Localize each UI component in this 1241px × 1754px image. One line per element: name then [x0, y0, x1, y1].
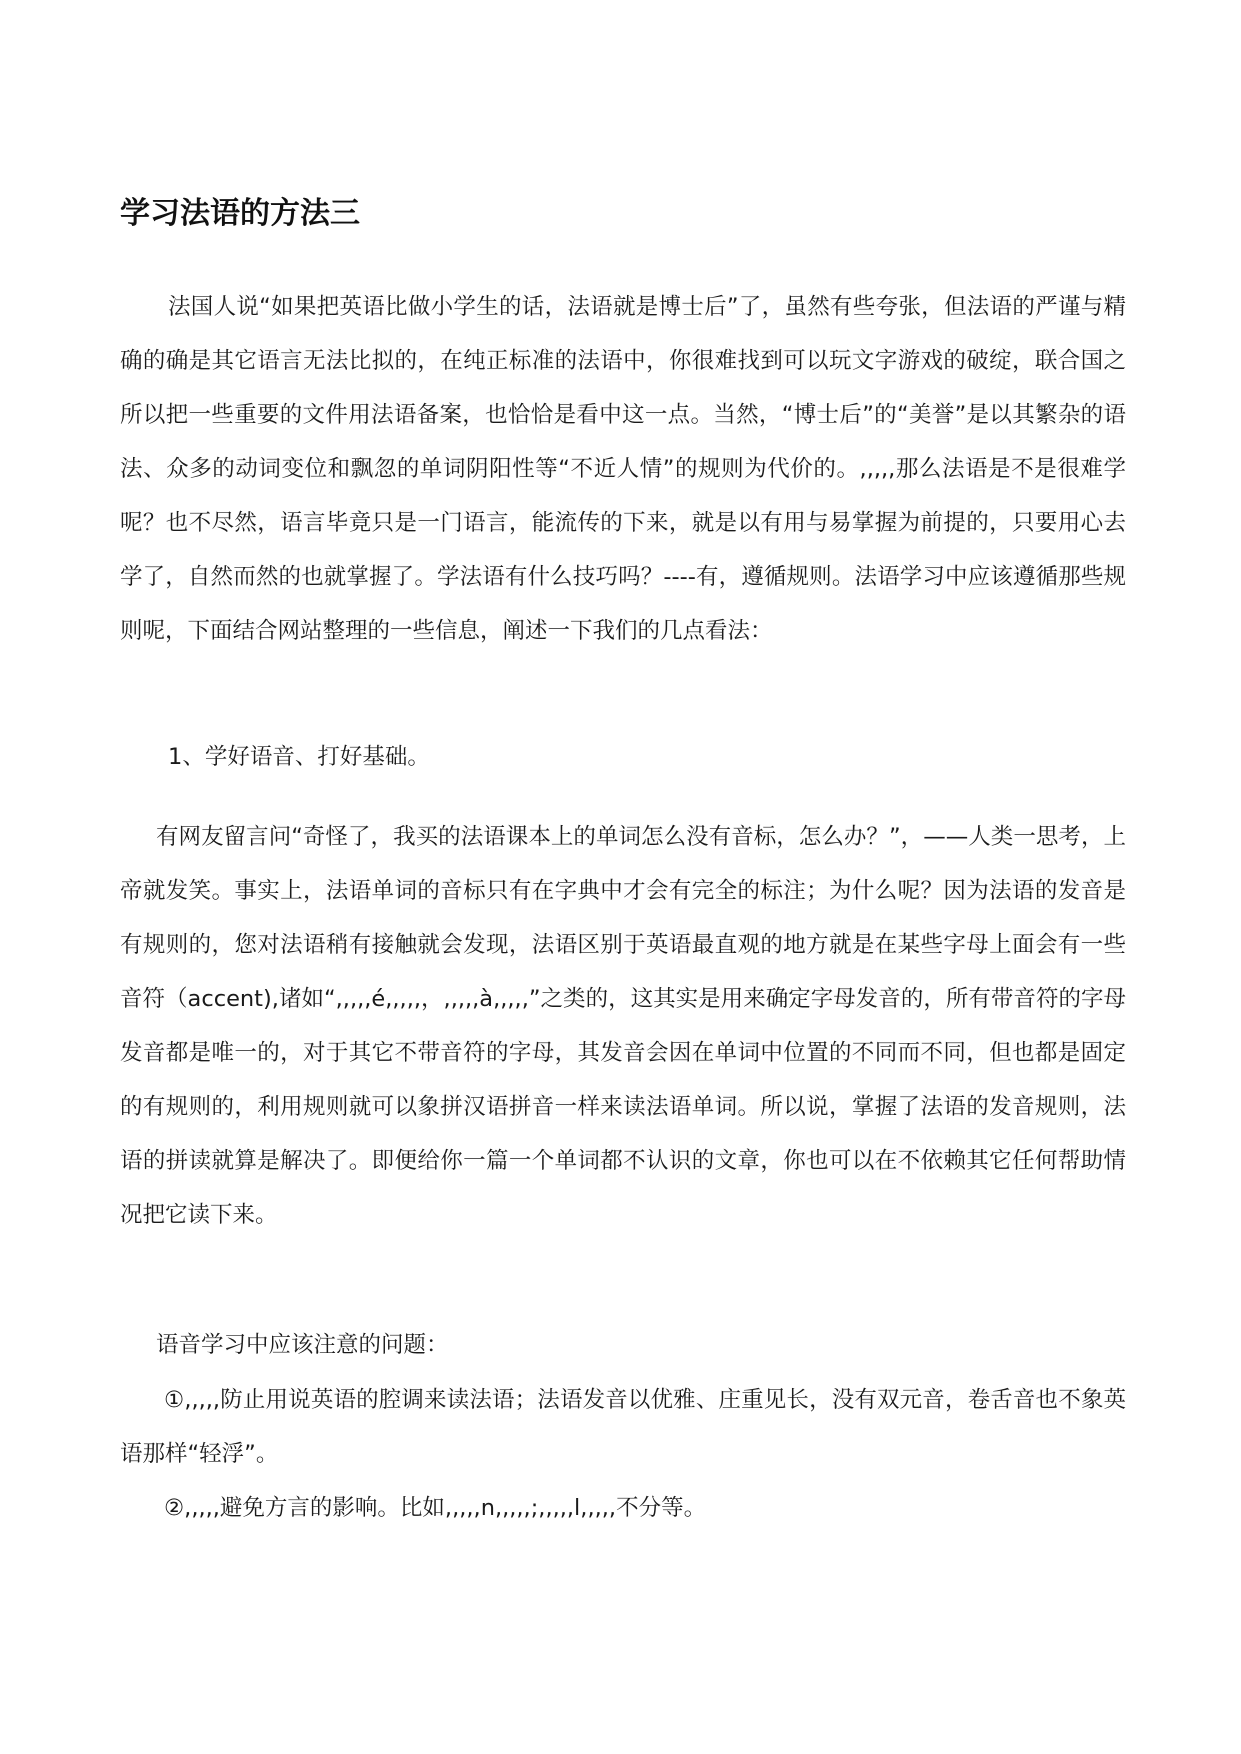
notes-heading: 语音学习中应该注意的问题：	[156, 1332, 449, 1358]
rule-item-2: ②,,,,,避免方言的影响。比如,,,,,n,,,,,;,,,,,l,,,,,不分等。	[164, 1495, 707, 1521]
intro-paragraph: 法国人说“如果把英语比做小学生的话，法语就是博士后”了，虽然有些夸张，但法语的严谨与精确的确是其它语言无法比拟的，在纯正标准的法语中，你很难找到可以玩文字游戏的破绽，联合国之所以把一些重要的文件用法语备案，也恰恰是看中这一点。当然，“博士后”的“美誉”是以其繁杂的语法、众多的动词变位和飘忽的单词阴阳性等“不近人情”的规则为代价的。,,,,,那么法语是不是很难学呢？也不尽然，语言毕竟只是一门语言，能流传的下来，就是以有用与易掌握为前提的，只要用心去学了，自然而然的也就掌握了。学法语有什么技巧吗？----有，遵循规则。法语学习中应该遵循那些规则呢，下面结合网站整理的一些信息，阐述一下我们的几点看法：	[120, 294, 1126, 644]
rule-item-1: ①,,,,,防止用说英语的腔调来读法语；法语发音以优雅、庄重见长，没有双元音，卷舌音也不象英语那样“轻浮”。	[120, 1387, 1126, 1467]
document-page	[120, 0, 1126, 1754]
section-heading-pronunciation: 1、学好语音、打好基础。	[168, 744, 430, 770]
pronunciation-paragraph: 有网友留言问“奇怪了，我买的法语课本上的单词怎么没有音标，怎么办？”，——人类一思考，上帝就发笑。事实上，法语单词的音标只有在字典中才会有完全的标注；为什么呢？因为法语的发音是有规则的，您对法语稍有接触就会发现，法语区别于英语最直观的地方就是在某些字母上面会有一些音符（accent),诸如“,,,,,é,,,,,，,,,,,à,,,,,”之类的，这其实是用来确定字母发音的，所有带音符的字母发音都是唯一的，对于其它不带音符的字母，其发音会因在单词中位置的不同而不同，但也都是固定的有规则的，利用规则就可以象拼汉语拼音一样来读法语单词。所以说，掌握了法语的发音规则，法语的拼读就算是解决了。即便给你一篇一个单词都不认识的文章，你也可以在不依赖其它任何帮助情况把它读下来。	[120, 824, 1126, 1228]
page-title: 学习法语的方法三	[120, 196, 360, 231]
